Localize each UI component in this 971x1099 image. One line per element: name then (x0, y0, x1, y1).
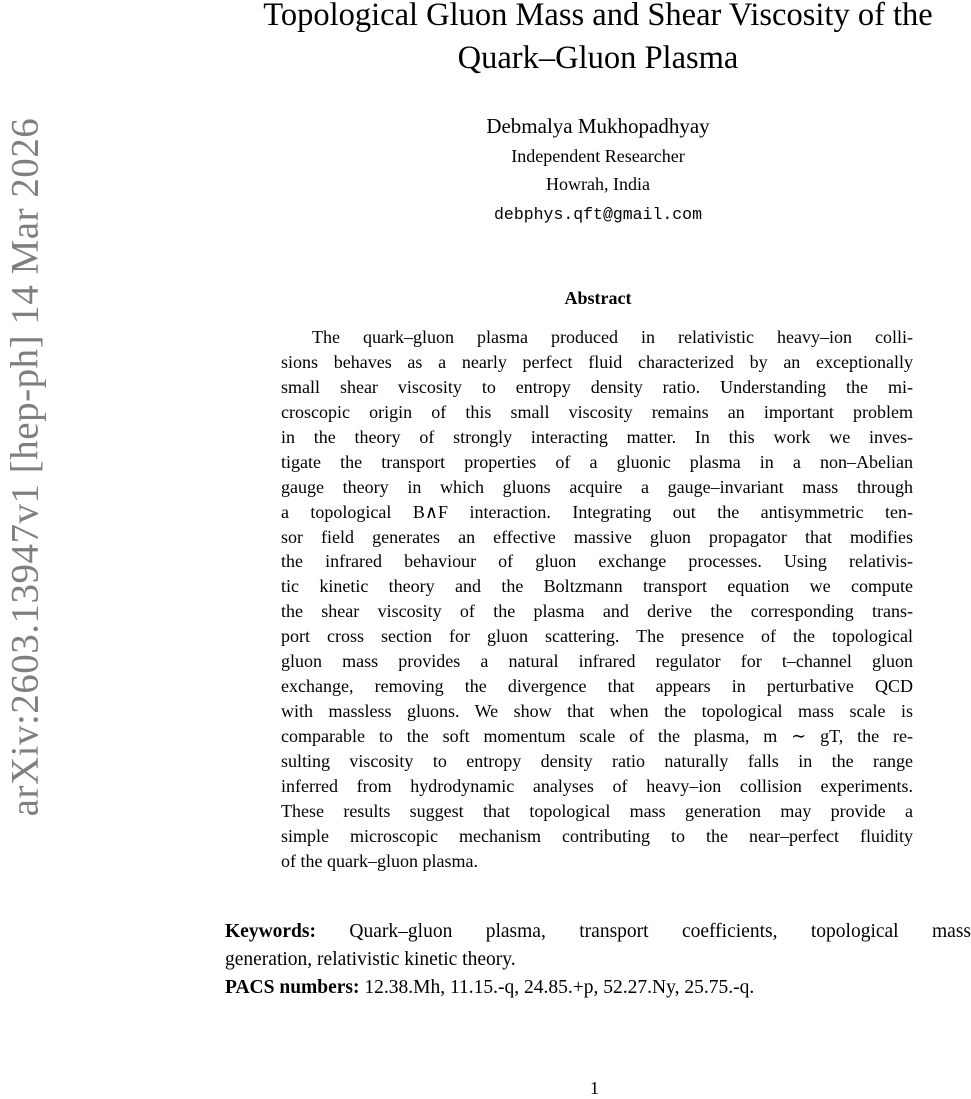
abstract-body (281, 325, 913, 874)
abstract-line: inferred from hydrodynamic analyses of heavy–ion collision experiments. (281, 775, 913, 796)
author-name: Debmalya Mukhopadhyay (486, 114, 710, 138)
title-line-1: Topological Gluon Mass and Shear Viscosity of the (263, 0, 933, 33)
abstract-line: tic kinetic theory and the Boltzmann transport equation we compute (281, 576, 913, 597)
abstract-line: gauge theory in which gluons acquire a gauge–invariant mass through (281, 476, 913, 497)
paper-title (222, 0, 971, 80)
keywords-section (225, 918, 971, 1002)
abstract-line: tigate the transport properties of a gluonic plasma in a non–Abelian (281, 451, 913, 472)
abstract-line: of the quark–gluon plasma. (281, 850, 478, 871)
keywords-text: Quark–gluon plasma, transport coefficients, topological mass (349, 921, 971, 942)
pacs-line (225, 974, 971, 1002)
author-email: debphys.qft@gmail.com (494, 205, 702, 224)
keywords-line-1 (225, 918, 971, 946)
abstract-line: sions behaves as a nearly perfect fluid characterized by an exceptionally (281, 351, 913, 372)
arxiv-identifier-sidebar: arXiv:2603.13947v1 [hep-ph] 14 Mar 2026 (3, 117, 47, 817)
abstract-line: simple microscopic mechanism contributing to the near–perfect fluidity (281, 825, 913, 846)
author-affiliation: Independent Researcher (511, 146, 685, 166)
pacs-value: 12.38.Mh, 11.15.-q, 24.85.+p, 52.27.Ny, 25.75.-q. (364, 977, 755, 998)
abstract-line: sor field generates an effective massive gluon propagator that modifies (281, 526, 913, 547)
abstract-line: a topological B∧F interaction. Integrating out the antisymmetric ten- (281, 501, 913, 522)
abstract-line: These results suggest that topological mass generation may provide a (281, 800, 913, 821)
abstract-line: gluon mass provides a natural infrared regulator for t–channel gluon (281, 651, 913, 672)
author-location: Howrah, India (546, 174, 650, 194)
abstract-line: in the theory of strongly interacting matter. In this work we inves- (281, 426, 913, 447)
abstract-line: the shear viscosity of the plasma and derive the corresponding trans- (281, 601, 913, 622)
keywords-label: Keywords: (225, 921, 316, 942)
abstract-line: sulting viscosity to entropy density ratio naturally falls in the range (281, 750, 913, 771)
abstract-line: port cross section for gluon scattering. The presence of the topological (281, 626, 913, 647)
abstract-line: The quark–gluon plasma produced in relativistic heavy–ion colli- (312, 327, 913, 347)
abstract-line: comparable to the soft momentum scale of the plasma, m ∼ gT, the re- (281, 726, 913, 746)
keywords-line-2: generation, relativistic kinetic theory. (225, 949, 516, 970)
pacs-label: PACS numbers: (225, 977, 360, 998)
page-number: 1 (590, 1078, 599, 1098)
abstract-line: exchange, removing the divergence that appears in perturbative QCD (281, 676, 913, 697)
abstract-line: croscopic origin of this small viscosity remains an important problem (281, 401, 913, 422)
abstract-heading: Abstract (564, 288, 632, 308)
abstract-line: the infrared behaviour of gluon exchange processes. Using relativis- (281, 551, 913, 572)
title-line-2: Quark–Gluon Plasma (457, 40, 739, 76)
abstract-line: small shear viscosity to entropy density ratio. Understanding the mi- (281, 376, 913, 397)
abstract-line: with massless gluons. We show that when the topological mass scale is (281, 701, 913, 722)
